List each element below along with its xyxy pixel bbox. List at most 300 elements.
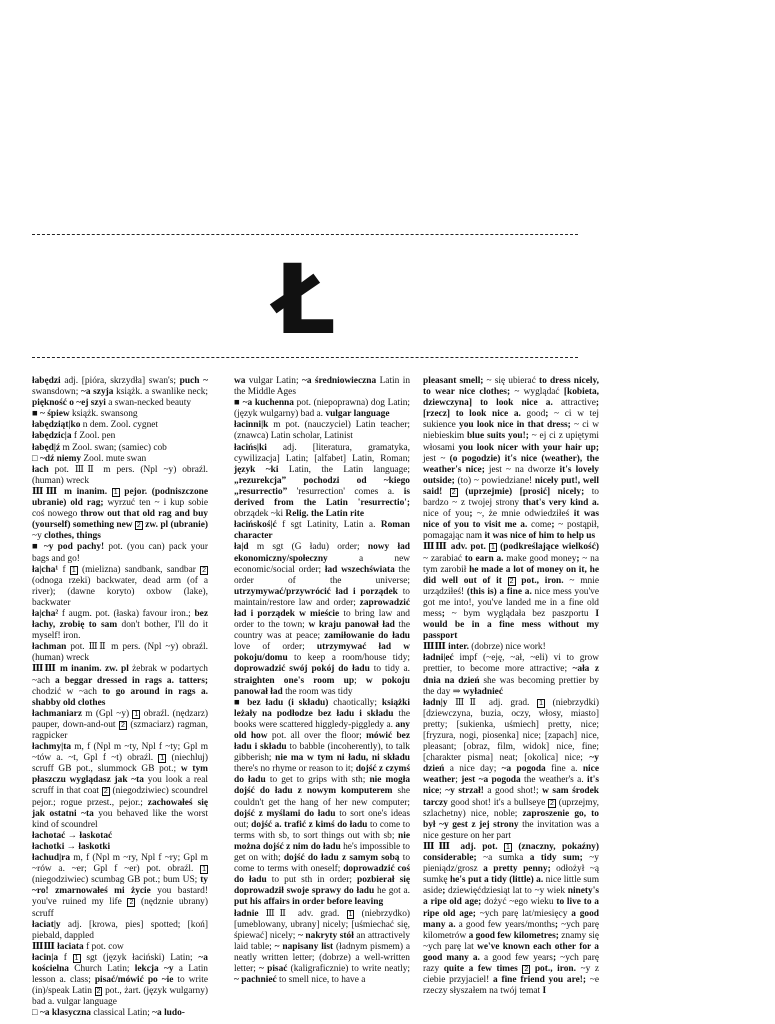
example-phrase: blue suits you!; xyxy=(464,431,532,442)
example-phrase: a pretty penny; xyxy=(477,864,557,875)
headword: ■ ~ śpiew xyxy=(32,409,70,420)
gloss-text: ~y xyxy=(32,531,42,542)
sense-number: 2 xyxy=(524,965,529,973)
example-phrase: nice weather xyxy=(423,764,599,786)
gloss-text: 'resurrection' comes a. xyxy=(287,486,404,497)
sense-number: 2 xyxy=(136,522,141,530)
gloss-text: a Latin lesson a. class; xyxy=(32,963,208,986)
gloss-text: a good few years/months xyxy=(458,919,555,930)
headword: łabędzic|a xyxy=(32,431,72,442)
headword: ⅢⅢ m inanim. xyxy=(32,486,112,497)
gloss-text: pot. (niepoprawna) dog Latin; (język wulgarny) bad a. xyxy=(234,398,410,420)
sense-number: 1 xyxy=(134,710,139,718)
headword: łachotki → łaskotki xyxy=(32,841,111,852)
headword: □ ~dź niemy xyxy=(32,453,82,464)
gloss-text: to come to terms with oneself; xyxy=(234,853,411,875)
example-phrase: w tym płaszczu wyglądasz jak ~ta xyxy=(32,764,208,786)
example-phrase: ; xyxy=(441,608,452,619)
example-phrase: ; xyxy=(552,952,561,963)
headword: ⅢⅢ adj. pot. xyxy=(423,841,505,852)
gloss-text: f sgt Latinity, Latin a. xyxy=(276,520,381,531)
example-phrase: ; xyxy=(576,553,583,564)
headword: łabędzi xyxy=(32,376,61,386)
gloss-text: he's impossible to get on with; xyxy=(234,841,410,864)
example-phrase: ~ pachnieć xyxy=(234,975,277,986)
example-phrase: ninety's a ripe old age; xyxy=(423,886,599,908)
example-phrase: it's nice xyxy=(423,775,599,797)
gloss-text: to babble (incoherently), to talk gibberish; xyxy=(234,742,410,764)
gloss-text: ~y z ciebie przyjaciel! xyxy=(423,963,599,986)
dictionary-entry xyxy=(234,542,410,697)
gloss-text: the order of the universe; xyxy=(234,564,410,586)
example-phrase: pot., iron. xyxy=(515,575,570,586)
example-phrase: ty ~ro! zmarnowałeś mi życie xyxy=(32,875,208,897)
gloss-text: a swan-necked beauty xyxy=(105,398,192,409)
gloss-text: to bring law and order to the town; xyxy=(234,608,410,631)
dictionary-entry xyxy=(32,642,208,664)
gloss-text: m pot. (nauczyciel) Latin teacher; (znawca) Latin scholar, Latinist xyxy=(234,420,410,442)
gloss-text: to come to terms with sb, to sort things out with sb; xyxy=(234,819,411,841)
gloss-text: f augm. pot. (łaska) favour iron.; xyxy=(58,608,195,619)
example-phrase: ~ napisany list xyxy=(274,941,334,952)
gloss-text: ~e rzeczy słyszałem na twój temat xyxy=(423,975,599,997)
headword: ładni|eć xyxy=(423,653,454,664)
example-phrase: is derived from the Latin 'resurrectio'; xyxy=(234,486,410,509)
dictionary-entry xyxy=(423,842,599,997)
example-phrase: a good few kilometres; xyxy=(466,930,562,941)
example-phrase: a fine friend you are!; xyxy=(489,975,590,986)
gloss-text: (szmaciarz) ragman, ragpicker xyxy=(32,719,208,741)
gloss-text: ~ ci w tej sukience xyxy=(423,409,599,431)
example-phrase: quite a few times xyxy=(439,963,523,974)
gloss-text: swansdown; xyxy=(32,387,81,398)
dictionary-entry xyxy=(234,420,410,442)
gloss-text: m (Gpl ~y) xyxy=(82,708,133,719)
gloss-text: ~ych parę razy xyxy=(423,952,599,974)
example-phrase: ~ała z dnia na dzień xyxy=(423,664,599,686)
example-phrase: bez łachy, zrobię to sam xyxy=(32,608,208,631)
example-phrase: pisać/mówić po ~ie xyxy=(94,975,174,986)
example-phrase: zachowałeś się jak ostatni ~ta xyxy=(32,797,208,819)
headword: łaciat|y xyxy=(32,919,61,930)
headword: ła|cha² xyxy=(32,608,59,619)
gloss-text: the books were scattered higgledy-piggledy a. xyxy=(234,708,410,730)
gloss-text: ~ się ubierać xyxy=(486,376,536,386)
gloss-text: ~ ej ci z upiętymi włosami xyxy=(423,431,599,453)
gloss-text: a good few years xyxy=(483,952,553,963)
example-phrase: dojść z czymś do ładu xyxy=(234,764,410,786)
gloss-text: m Zool. swan; (samiec) cob xyxy=(60,442,167,453)
example-phrase: lekcja ~y xyxy=(134,963,174,974)
example-phrase: ; xyxy=(469,509,477,520)
dictionary-entry xyxy=(234,376,410,398)
example-phrase: ; xyxy=(551,520,559,531)
headword: ła|d xyxy=(234,542,249,553)
dictionary-entry xyxy=(423,376,599,542)
gloss-text: dziewięćdziesiąt lat to ~y wiek xyxy=(448,886,566,897)
gloss-text: the country was at peace; xyxy=(234,620,410,642)
gloss-text: książk. a swanlike neck; xyxy=(113,387,208,398)
example-phrase: [kobieta, dziewczyna] to look nice a. xyxy=(423,387,600,409)
example-phrase: a tidy sum; xyxy=(523,853,590,864)
gloss-text: to get to grips with sth; xyxy=(265,775,370,786)
example-phrase: ~a pogoda xyxy=(501,764,546,775)
gloss-text: ⅢⅡ adj. grad. xyxy=(447,697,538,708)
gloss-text: the invitation was a nice gesture on her part xyxy=(423,819,599,841)
dictionary-entry xyxy=(423,542,599,642)
example-phrase: (this is) a fine a. xyxy=(464,586,535,597)
rule-top xyxy=(32,234,578,235)
sense-number: 2 xyxy=(129,899,134,907)
sense-number: 1 xyxy=(74,954,79,962)
dictionary-column-1 xyxy=(32,376,208,1019)
example-phrase: nie mogła dojść do ładu z nowym komputerem xyxy=(234,775,411,797)
example-phrase: zaproszenie go, to był ~y gest z jej strony xyxy=(423,808,599,830)
headword: łachotać → łaskotać xyxy=(32,830,113,841)
gloss-text: to smell nice, to have a xyxy=(276,975,366,986)
dictionary-entry xyxy=(32,853,208,920)
example-phrase: w sam środek tarczy xyxy=(423,786,599,808)
gloss-text: good shot! it's a bullseye xyxy=(447,797,549,808)
gloss-text: a new economic/social order; xyxy=(234,553,410,575)
gloss-text: ~a sumka xyxy=(483,853,524,864)
example-phrase: ; xyxy=(554,919,562,930)
headword: □ ~a klasyczna xyxy=(32,1008,91,1019)
dictionary-entry xyxy=(32,742,208,831)
gloss-text: (uprzejmy, szlachetny) nice, noble; xyxy=(423,797,599,819)
dictionary-entry xyxy=(423,642,599,653)
gloss-text: come xyxy=(531,520,552,531)
headword: wa xyxy=(234,376,246,386)
gloss-text: she was becoming prettier by the day ⇒ xyxy=(423,675,599,697)
gloss-text: good xyxy=(526,409,546,420)
gloss-text: ~ mnie urządziłeś! xyxy=(423,575,599,597)
example-phrase: any old how xyxy=(234,719,410,741)
sense-number: 1 xyxy=(202,866,206,874)
example-phrase: (o pogodzie) it's nice (weather), the weather's nice; xyxy=(423,453,599,475)
example-phrase: clothes, things xyxy=(41,531,101,542)
gloss-text: you look a real scruff in that coat xyxy=(32,775,208,797)
example-phrase: utrzymywać/przywrócić ład i porządek xyxy=(234,586,398,597)
headword: łabędziąt|ko xyxy=(32,420,81,431)
dictionary-entry xyxy=(32,664,208,708)
dictionary-entry xyxy=(32,431,208,442)
sense-number: 2 xyxy=(509,577,514,585)
sense-number: 1 xyxy=(348,910,353,918)
example-phrase: it was nice of you to visit me a. xyxy=(423,509,599,531)
dictionary-entry xyxy=(234,520,410,542)
gloss-text: ~ bym wyglądała bez paszportu xyxy=(451,608,589,619)
dictionary-entry xyxy=(32,454,208,465)
gloss-text: pot. ⅢⅡ m pers. (Npl ~y) obraźl. (human) wreck xyxy=(32,642,208,664)
example-phrase: zamiłowanie do ładu xyxy=(324,631,410,642)
example-phrase: książki leżały na podłodze bez ładu i składu xyxy=(234,697,410,719)
headword: ⅢⅢ łaciata xyxy=(32,941,84,952)
sense-number: 1 xyxy=(113,488,118,496)
example-phrase: throw out that old rag and buy (yourself) something new xyxy=(32,509,208,531)
example-phrase: it was nice of him to help us xyxy=(482,531,596,542)
example-phrase: zaprowadzić ład i porządek w mieście xyxy=(234,597,410,619)
gloss-text: (niebrzydki) [dziewczyna, buzia, oczy, włosy, miasto] pretty; [sukienka, uśmiech] pretty, nice; [fryzura, nogi, piosenka] nice; [zapach] nice, pleasant; [obraz, film, widok] nice, fine; [charakter pisma] neat; [okolica] nice; xyxy=(423,697,599,764)
gloss-text: (mielizna) sandbank, sandbar xyxy=(77,564,201,575)
dictionary-entry xyxy=(32,542,208,564)
headword: ⅢⅢ adv. pot. xyxy=(423,542,489,553)
example-phrase: puch ~ xyxy=(179,376,208,386)
gloss-text: nice little sum aside xyxy=(423,875,599,897)
dictionary-entry xyxy=(32,831,208,842)
example-phrase: dojść do ładu z samym sobą xyxy=(283,853,400,864)
headword: łachud|ra xyxy=(32,853,71,864)
gloss-text: f xyxy=(58,564,70,575)
example-phrase: (podkreślające wielkość) xyxy=(496,542,599,553)
headword: ⅢⅢ m inanim. zw. pl xyxy=(32,664,133,675)
example-phrase: pot., iron. xyxy=(530,963,581,974)
example-phrase: „rezurekcja” pochodzi od ~kiego „resurrectio” xyxy=(234,475,410,497)
gloss-text: adj. [literatura, gramatyka, cywilizacja] Latin; [alfabet] Latin, Roman; xyxy=(234,442,410,464)
gloss-text: f pot. cow xyxy=(83,941,124,952)
dictionary-entry xyxy=(32,376,208,409)
sense-number: 1 xyxy=(71,566,76,574)
gloss-text: ~ ci w niebieskim xyxy=(423,420,599,442)
gloss-text: ⅢⅡ adv. grad. xyxy=(258,908,347,919)
example-phrase: (znaczny, pokaźny) considerable; xyxy=(423,841,599,864)
gloss-text: to tidy a. xyxy=(369,664,410,675)
gloss-text: znamy się ~ych parę lat xyxy=(423,930,599,952)
gloss-text: ~y pieniądz/grosz xyxy=(423,853,599,875)
headword: łacińskoś|ć xyxy=(234,520,277,531)
example-phrase: ~y strzał! xyxy=(445,786,484,797)
gloss-text: (to) ~ powiedziane! xyxy=(457,475,533,486)
gloss-text: wyrzuć ten ~ i kup sobie coś nowego xyxy=(32,498,208,520)
gloss-text: chodzić w ~ach xyxy=(32,686,97,697)
gloss-text: m, f (Npl m ~ty, Npl f ~ty; Gpl m ~tów a. ~t, Gpl f ~t) obraźl. xyxy=(32,742,208,764)
gloss-text: ~ zarabiać xyxy=(423,553,463,564)
gloss-text: (kaligraficznie) to write neatly; xyxy=(287,963,410,974)
dictionary-entry xyxy=(32,465,208,487)
dictionary-entry xyxy=(32,842,208,853)
example-phrase: zw. pl (ubranie) xyxy=(142,520,208,531)
dictionary-column-2 xyxy=(234,376,410,986)
example-phrase: we've known each other for a good many a. xyxy=(423,941,599,963)
gloss-text: chaotically; xyxy=(328,697,382,708)
example-phrase: ; xyxy=(442,886,449,897)
example-phrase: w pokoju panował ład xyxy=(234,675,410,697)
gloss-text: odłożył ~ą sumkę xyxy=(423,864,599,886)
gloss-text: love of order; xyxy=(234,642,317,653)
example-phrase: dojść z myślami do ładu xyxy=(234,808,336,819)
sense-number: 1 xyxy=(539,699,543,707)
gloss-text: she couldn't get the hang of her new computer; xyxy=(234,786,411,808)
gloss-text: to maintain/restore law and order; xyxy=(234,586,410,608)
sense-number: 2 xyxy=(550,799,554,807)
gloss-text: pot. all over the floor; xyxy=(267,731,367,741)
gloss-text: adj. [krowa, pies] spotted; [koń] piebald, dappled xyxy=(32,919,208,941)
gloss-text: classical Latin; xyxy=(90,1008,153,1019)
gloss-text: ~ postąpił, pomagając nam xyxy=(423,520,599,542)
example-phrase: utrzymywać ład w pokoju/domu xyxy=(234,642,410,664)
headword: ładnie xyxy=(234,908,259,919)
example-phrase: doprowadzić swój pokój do ładu xyxy=(234,664,370,675)
example-phrase: pejor. (podniszczone ubranie) old rag; xyxy=(32,486,209,509)
dictionary-entry xyxy=(234,443,410,521)
gloss-text: nice mess you've got me into!, you've landed me in a fine old mess xyxy=(423,586,599,619)
example-phrase: Relig. the Latin rite xyxy=(283,509,365,520)
gloss-text: obraźl. (nędzarz) pauper, down-and-out xyxy=(32,708,209,730)
example-phrase: that's very kind a. xyxy=(519,498,599,509)
example-phrase: ; xyxy=(545,409,555,420)
example-phrase: nicely put!, well said! xyxy=(423,475,599,497)
gloss-text: pot., żart. (język wulgarny) bad a. vulgar language xyxy=(32,986,208,1008)
sense-number: 2 xyxy=(202,566,206,574)
sense-number: 1 xyxy=(491,544,495,552)
headword: łachman xyxy=(32,642,67,653)
gloss-text: pot. ⅢⅡ m pers. (Npl ~y) obraźl. (human) wreck xyxy=(32,464,208,486)
example-phrase: to earn a. xyxy=(462,553,507,564)
headword: łacinni|k xyxy=(234,420,269,431)
gloss-text: (ładnym pismem) a neatly written letter; (dobrze) a well-written letter; xyxy=(234,941,411,974)
gloss-text: książk. swansong xyxy=(69,409,138,420)
gloss-text: (odnoga rzeki) backwater, dead arm (of a river); (dawne koryto) oxbow (lake), backwater xyxy=(32,575,208,608)
gloss-text: m sgt (G ładu) order; xyxy=(248,542,368,553)
example-phrase: ~a szyja xyxy=(80,387,114,398)
gloss-text: adj. [pióra, skrzydła] swan's; xyxy=(60,376,180,386)
example-phrase: vulgar language xyxy=(325,409,390,420)
example-phrase: ~ pisać xyxy=(259,963,288,974)
dictionary-entry xyxy=(32,487,208,542)
gloss-text: a good shot!; xyxy=(483,786,543,797)
headword: ⅢⅢ inter. xyxy=(423,642,469,653)
example-phrase: ~a średniowieczna xyxy=(301,376,377,386)
gloss-text: vulgar Latin; xyxy=(245,376,302,386)
dictionary-entry xyxy=(32,920,208,942)
example-phrase: język ~ki xyxy=(234,464,279,475)
gloss-text: to put sth in order; xyxy=(266,875,358,886)
example-phrase: put his affairs in order before leaving xyxy=(234,897,384,908)
gloss-text: the weather's a. xyxy=(520,775,588,786)
dictionary-entry xyxy=(32,1008,208,1019)
example-phrase: ~y dzień xyxy=(423,753,599,775)
gloss-text: you behaved like the worst kind of scoundrel xyxy=(32,808,208,830)
gloss-text: Church Latin; xyxy=(68,963,135,974)
gloss-text: an attractively laid table; xyxy=(234,930,411,952)
headword: łach xyxy=(32,464,49,475)
example-phrase: he's put a tidy (little) a. xyxy=(447,875,546,886)
example-phrase: mówić bez ładu i składu xyxy=(234,731,411,753)
example-phrase: jest ~a pogoda xyxy=(461,775,521,786)
dictionary-entry xyxy=(32,420,208,431)
gloss-text: don't bother, I'll do it myself! iron. xyxy=(32,620,208,642)
example-phrase: nie można dojść z nim do ładu xyxy=(234,830,410,852)
example-phrase: I xyxy=(540,986,547,997)
sense-number: 2 xyxy=(96,988,101,996)
example-phrase: I would be in a fine mess without my passport xyxy=(423,608,599,642)
example-phrase: doprowadzić coś do ładu xyxy=(234,864,410,886)
gloss-text: fine a. xyxy=(545,764,583,775)
section-letter: Ł xyxy=(274,244,336,356)
example-phrase: a beggar dressed in rags a. tatters; xyxy=(50,675,208,686)
gloss-text: (niegodziwiec) scumbag GB pot.; bum US; xyxy=(32,875,201,886)
headword: ■ ~y pod pachy! xyxy=(32,542,105,553)
headword: pleasant smell; xyxy=(423,376,487,386)
gloss-text: ; xyxy=(439,786,446,797)
example-phrase: ~ nakryty stół xyxy=(297,930,354,941)
gloss-text: ~, że mnie odwiedziłeś xyxy=(476,509,570,520)
example-phrase: wyładnieć xyxy=(462,686,503,697)
dictionary-entry xyxy=(423,653,599,697)
example-phrase: it's lovely outside; xyxy=(423,464,599,486)
example-phrase: piękność o ~ej szyi xyxy=(32,398,106,409)
gloss-text: (nędznie ubrany) scruff xyxy=(32,897,208,919)
gloss-text: ; xyxy=(354,675,366,686)
rule-bottom xyxy=(32,357,578,358)
gloss-text: he got a. xyxy=(374,886,410,897)
example-phrase: nowy ład ekonomiczny/społeczny xyxy=(234,542,410,564)
gloss-text: ~ wyglądać xyxy=(514,387,560,398)
gloss-text: jest ~ na dworze xyxy=(488,464,556,475)
headword: łachmaniarz xyxy=(32,708,82,719)
dictionary-entry xyxy=(32,942,208,953)
example-phrase: ład wszechświata xyxy=(324,564,395,575)
gloss-text: you bastard! you've ruined my life xyxy=(32,886,208,908)
gloss-text: n dem. Zool. cygnet xyxy=(80,420,159,431)
gloss-text: pot. (you can) pack your bags and go! xyxy=(32,542,208,564)
example-phrase: straighten one's room up xyxy=(234,675,355,686)
dictionary-entry xyxy=(423,698,599,842)
dictionary-entry xyxy=(234,909,410,987)
gloss-text: to bardzo ~ z twojej strony xyxy=(423,486,599,509)
sense-number: 2 xyxy=(121,721,125,729)
gloss-text: Latin in the Middle Ages xyxy=(234,376,411,398)
gloss-text: nice of you xyxy=(423,509,470,520)
dictionary-entry xyxy=(32,609,208,642)
gloss-text: obrządek ~ki xyxy=(234,509,284,520)
gloss-text: ; xyxy=(455,775,462,786)
gloss-text: ~ na tym zarobił xyxy=(423,553,599,575)
dictionary-entry xyxy=(32,709,208,742)
gloss-text: to keep a room/house tidy; xyxy=(287,653,410,664)
headword: ładn|y xyxy=(423,697,448,708)
gloss-text: żebrak w podartych ~ach xyxy=(32,664,208,686)
gloss-text: f xyxy=(58,952,73,963)
dictionary-entry xyxy=(32,953,208,1008)
headword: łachmy|ta xyxy=(32,742,72,753)
gloss-text: ~ych parę kilometrów xyxy=(423,919,599,941)
headword: ■ ~a kuchenna xyxy=(234,398,294,409)
example-phrase: Roman character xyxy=(234,520,410,542)
example-phrase: w kraju panował ład xyxy=(308,620,395,631)
gloss-text: make good money xyxy=(506,553,577,564)
gloss-text: m, f (Npl m ~ry, Npl f ~ry; Gpl m ~rów a. ~er; Gpl f ~er) pot. obraźl. xyxy=(32,853,208,875)
sense-number: 1 xyxy=(160,755,165,763)
gloss-text: impf (~eję, ~ał, ~eli) vi to grow prettier, to become more attractive; xyxy=(423,653,599,675)
headword: łabęd|ź xyxy=(32,442,61,453)
example-phrase: pozbierał się doprowadził swoje sprawy do ładu xyxy=(234,875,410,897)
example-phrase: to live to a ripe old age; xyxy=(423,897,599,919)
example-phrase: to dress nicely, to wear nice clothes; xyxy=(423,376,599,398)
example-phrase: you look nicer with your hair up; xyxy=(454,442,599,453)
dictionary-entry xyxy=(234,698,410,909)
gloss-text: (niebrzydko) [umeblowany, ubrany] nicely; [uśmiechać się, śpiewać] nicely; xyxy=(234,908,411,941)
example-phrase: to go around in rags a. shabby old clothes xyxy=(32,686,208,708)
sense-number: 2 xyxy=(451,488,456,496)
gloss-text: dożyć ~ego wieku xyxy=(484,897,554,908)
example-phrase: you look nice in that dress; xyxy=(455,420,574,431)
dictionary-entry xyxy=(234,398,410,420)
gloss-text: Latin, the Latin language; xyxy=(278,464,410,475)
example-phrase: ; [rzecz] to look nice a. xyxy=(423,398,599,420)
gloss-text: (dobrze) nice work! xyxy=(468,642,546,653)
gloss-text: jest ~ xyxy=(423,453,446,464)
